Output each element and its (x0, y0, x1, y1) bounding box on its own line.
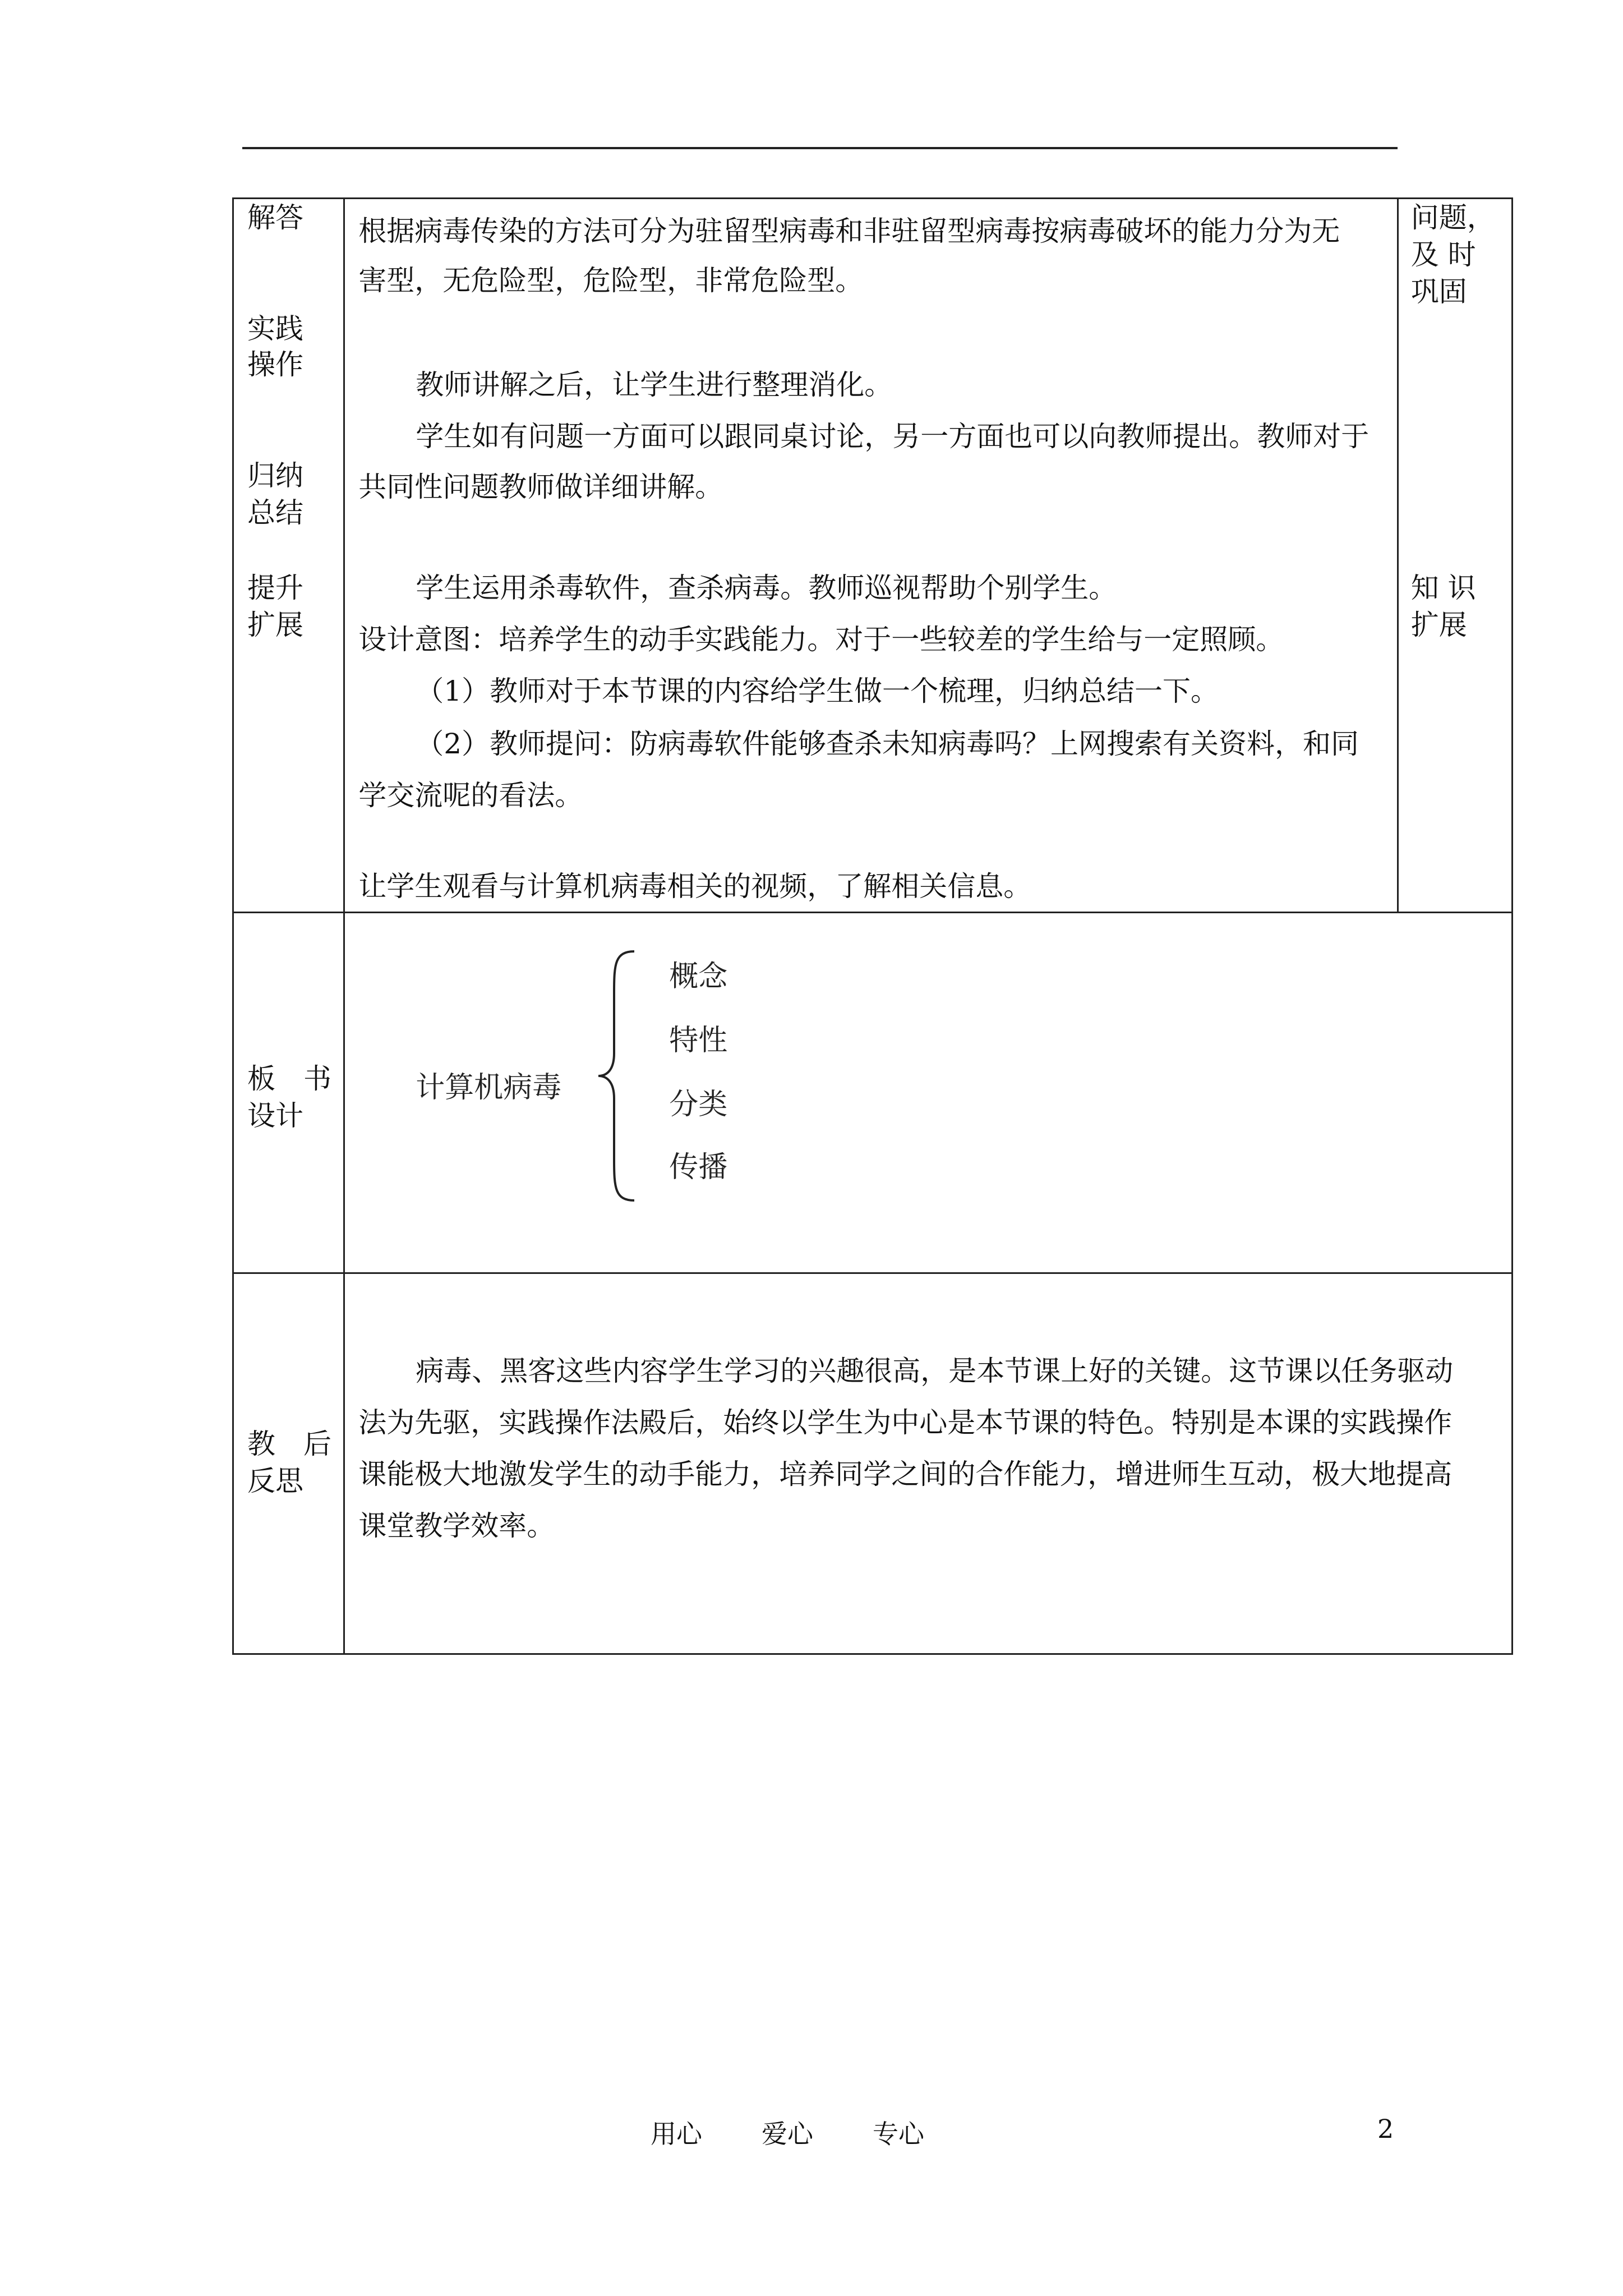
board-diagram (345, 913, 1511, 1272)
lesson-plan-table (232, 197, 1513, 1655)
content-line: 学生运用杀毒软件，查杀病毒。教师巡视帮助个别学生。 (416, 572, 1117, 604)
content-line: （2）教师提问：防病毒软件能够查杀未知病毒吗？上网搜索有关资料，和同 (416, 728, 1359, 760)
board-item: 特性 (669, 1024, 728, 1057)
content-line: 课堂教学效率。 (358, 1510, 555, 1542)
row-label: 归纳 (247, 459, 303, 492)
content-line: 害型，无危险型，危险型，非常危险型。 (358, 264, 864, 297)
content-line: 设计意图：培养学生的动手实践能力。对于一些较差的学生给与一定照顾。 (358, 623, 1284, 656)
content-line: 根据病毒传染的方法可分为驻留型病毒和非驻留型病毒按病毒破坏的能力分为无 (358, 215, 1340, 247)
content-line: 学交流呢的看法。 (358, 779, 583, 812)
content-line: 病毒、黑客这些内容学生学习的兴趣很高，是本节课上好的关键。这节课以任务驱动 (416, 1355, 1454, 1387)
note-line: 知 识 (1410, 572, 1476, 604)
page-number: 2 (1377, 2114, 1394, 2144)
row-label: 解答 (247, 201, 303, 234)
content-line: 让学生观看与计算机病毒相关的视频，了解相关信息。 (358, 870, 1032, 903)
row-label-cell (233, 1273, 344, 1654)
note-line: 问题， (1410, 201, 1495, 234)
content-line: 共同性问题教师做详细讲解。 (358, 471, 723, 503)
note-line: 巩固 (1410, 275, 1467, 308)
content-line: 法为先驱，实践操作法殿后，始终以学生为中心是本节课的特色。特别是本课的实践操作 (358, 1406, 1453, 1439)
row-label-cell (233, 913, 344, 1273)
note-line: 及 时 (1410, 238, 1476, 271)
content-line: 学生如有问题一方面可以跟同桌讨论，另一方面也可以向教师提出。教师对于 (416, 420, 1370, 453)
row-label: 板 书 (247, 1062, 331, 1095)
board-item: 传播 (669, 1151, 728, 1184)
row-label: 扩展 (247, 609, 303, 641)
board-design-cell (344, 913, 1513, 1273)
note-line: 扩展 (1410, 609, 1467, 641)
content-line: （1）教师对于本节课的内容给学生做一个梳理，归纳总结一下。 (416, 675, 1219, 707)
content-line: 教师讲解之后，让学生进行整理消化。 (416, 369, 893, 401)
footer-motto: 专心 (873, 2119, 924, 2149)
row-label: 反思 (247, 1465, 303, 1497)
board-topic: 计算机病毒 (416, 1071, 562, 1105)
row-label: 实践 (247, 312, 303, 345)
table-row-practice (233, 199, 1513, 913)
curly-brace (595, 947, 640, 1205)
board-item: 分类 (669, 1088, 728, 1121)
footer-motto: 用心 (651, 2119, 702, 2149)
row-label: 操作 (247, 348, 303, 381)
row-label-cell (233, 199, 344, 913)
reflection-cell (344, 1273, 1513, 1654)
row-content-cell (344, 199, 1398, 913)
row-label: 教 后 (247, 1428, 331, 1460)
row-label: 总结 (247, 496, 303, 529)
table-row-board-design (233, 913, 1513, 1273)
row-label: 设计 (247, 1099, 303, 1132)
content-line: 课能极大地激发学生的动手能力，培养同学之间的合作能力，增进师生互动，极大地提高 (358, 1458, 1453, 1490)
row-label: 提升 (247, 572, 303, 604)
header-rule (242, 147, 1398, 149)
board-item: 概念 (669, 960, 728, 993)
footer-motto: 爱心 (762, 2119, 813, 2149)
row-note-cell (1398, 199, 1512, 913)
table-row-reflection (233, 1273, 1513, 1654)
